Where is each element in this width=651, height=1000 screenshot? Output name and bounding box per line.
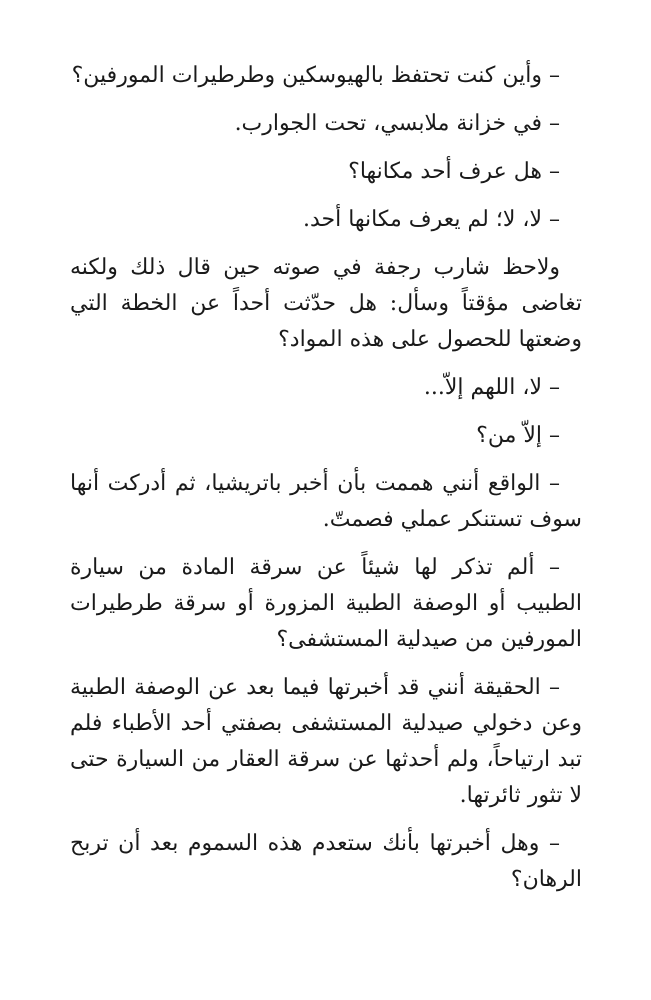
dialogue-paragraph: – وهل أخبرتها بأنك ستعدم هذه السموم بعد أن تربح الرهان؟	[70, 831, 582, 892]
dialogue-line: – لا، لا؛ لم يعرف مكانها أحد.	[302, 207, 560, 232]
narration-paragraph: ولاحظ شارب رجفة في صوته حين قال ذلك ولكنه تغاضى مؤقتاً وسأل: هل حدّثت أحداً عن الخطة التي وضعتها للحصول على هذه المواد؟	[70, 255, 582, 352]
dialogue-line: – هل عرف أحد مكانها؟	[348, 159, 560, 184]
dialogue-line: – لا، اللهم إلاّ...	[423, 375, 560, 400]
dialogue-line: – إلاّ من؟	[476, 423, 560, 448]
dialogue-line: – وأين كنت تحتفظ بالهيوسكين وطرطيرات المورفين؟	[71, 63, 560, 88]
dialogue-paragraph: – الحقيقة أنني قد أخبرتها فيما بعد عن الوصفة الطبية وعن دخولي صيدلية المستشفى بصفتي أحد الأطباء فلم تبد ارتياحاً، ولم أحدثها عن سرقة العقار من السيارة حتى لا تثور ثائرتها.	[70, 675, 582, 808]
dialogue-paragraph: – ألم تذكر لها شيئاً عن سرقة المادة من سيارة الطبيب أو الوصفة الطبية المزورة أو سرقة طرطيرات المورفين من صيدلية المستشفى؟	[70, 555, 582, 652]
book-page	[70, 58, 582, 910]
dialogue-line: – في خزانة ملابسي، تحت الجوارب.	[234, 111, 560, 136]
dialogue-paragraph: – الواقع أنني هممت بأن أخبر باتريشيا، ثم أدركت أنها سوف تستنكر عملي فصمتّ.	[70, 471, 582, 532]
